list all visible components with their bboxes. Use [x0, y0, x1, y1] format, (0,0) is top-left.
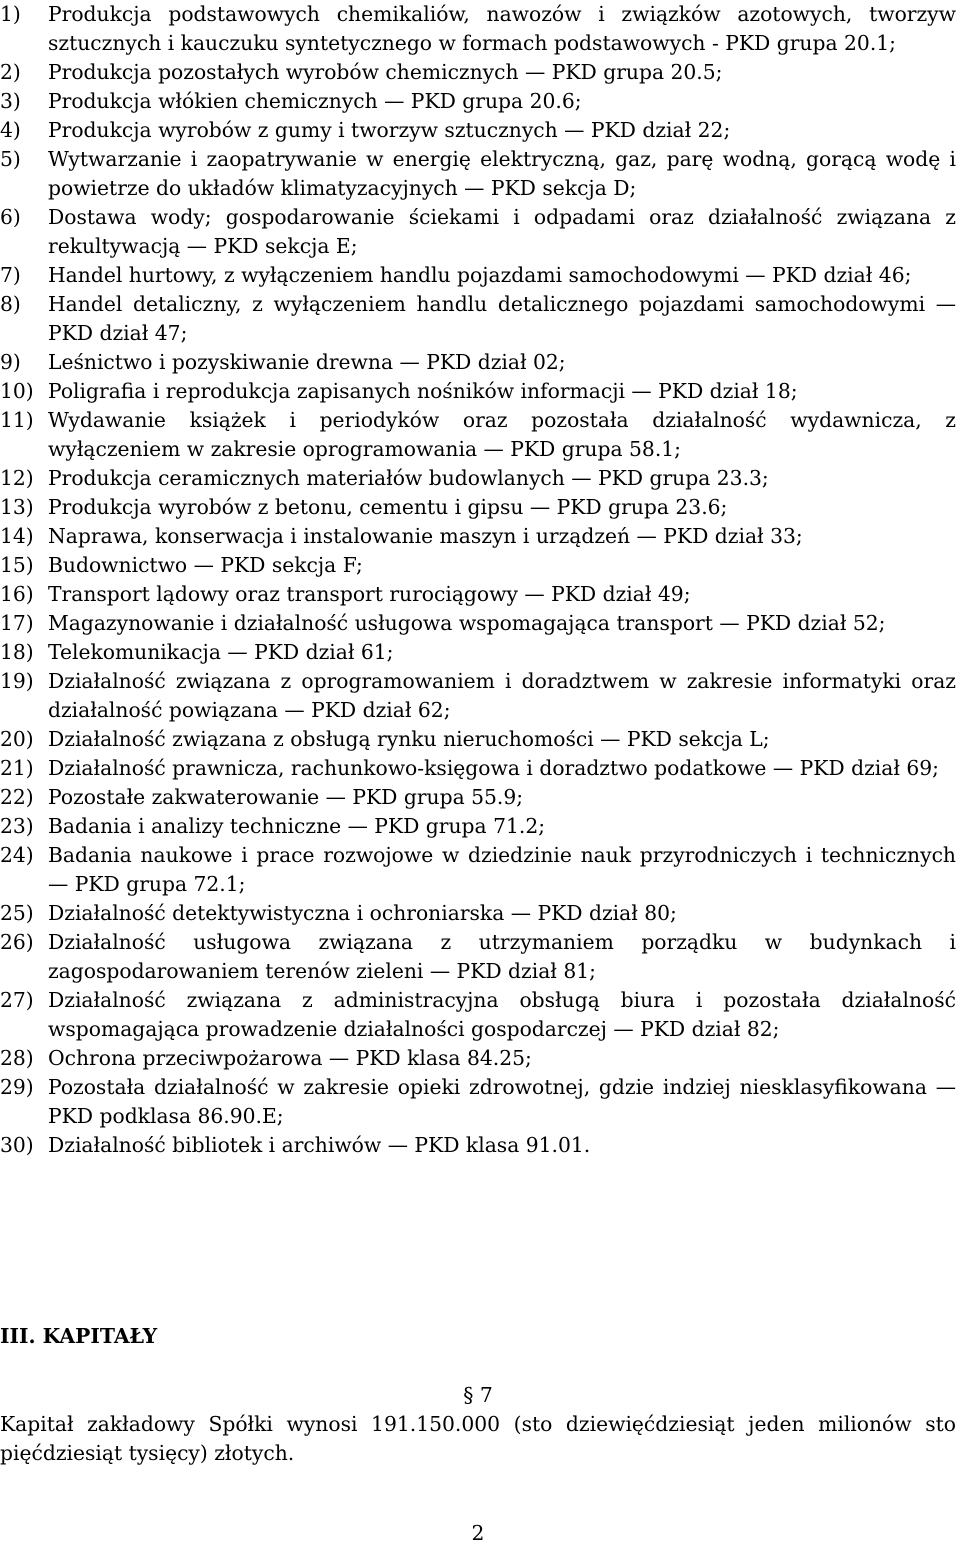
list-item-text: Dostawa wody; gospodarowanie ściekami i odpadami oraz działalność związana z rekultywacją — PKD sekcja E; — [48, 205, 956, 258]
list-item-number: 11) — [0, 408, 34, 432]
list-item-text: Działalność związana z oprogramowaniem i doradztwem w zakresie informatyki oraz działalność powiązana — PKD dział 62; — [48, 669, 956, 722]
list-item-text: Badania naukowe i prace rozwojowe w dziedzinie nauk przyrodniczych i technicznych — PKD grupa 72.1; — [48, 843, 956, 896]
list-item — [0, 1073, 956, 1131]
list-item-text: Pozostałe zakwaterowanie — PKD grupa 55.9; — [48, 785, 524, 809]
list-item-text: Wydawanie książek i periodyków oraz pozostała działalność wydawnicza, z wyłączeniem w zakresie oprogramowania — PKD grupa 58.1; — [48, 408, 956, 461]
list-item-text: Handel hurtowy, z wyłączeniem handlu pojazdami samochodowymi — PKD dział 46; — [48, 263, 912, 287]
list-item — [0, 1044, 956, 1073]
list-item — [0, 261, 956, 290]
list-item — [0, 522, 956, 551]
list-item-text: Działalność związana z administracyjna obsługą biura i pozostała działalność wspomagająca prowadzenie działalności gospodarczej — PKD dział 82; — [48, 988, 956, 1041]
list-item-number: 8) — [0, 292, 21, 316]
list-item-number: 18) — [0, 640, 34, 664]
list-item-number: 2) — [0, 60, 21, 84]
list-item-text: Telekomunikacja — PKD dział 61; — [48, 640, 394, 664]
capital-paragraph: Kapitał zakładowy Spółki wynosi 191.150.000 (sto dziewięćdziesiąt jeden milionów sto pięćdziesiąt tysięcy) złotych. — [0, 1412, 956, 1465]
list-item-number: 21) — [0, 756, 34, 780]
list-item — [0, 667, 956, 725]
list-item — [0, 841, 956, 899]
list-item-number: 13) — [0, 495, 34, 519]
list-item-number: 14) — [0, 524, 34, 548]
list-item-number: 6) — [0, 205, 21, 229]
list-item-text: Produkcja ceramicznych materiałów budowlanych — PKD grupa 23.3; — [48, 466, 769, 490]
list-item — [0, 551, 956, 580]
list-item — [0, 116, 956, 145]
list-item-text: Działalność detektywistyczna i ochroniarska — PKD dział 80; — [48, 901, 677, 925]
list-item-text: Wytwarzanie i zaopatrywanie w energię elektryczną, gaz, parę wodną, gorącą wodę i powietrze do układów klimatyzacyjnych — PKD sekcja D; — [48, 147, 956, 200]
list-item-text: Produkcja wyrobów z betonu, cementu i gipsu — PKD grupa 23.6; — [48, 495, 728, 519]
list-item-number: 27) — [0, 988, 34, 1012]
list-item-number: 16) — [0, 582, 34, 606]
list-item-text: Działalność bibliotek i archiwów — PKD klasa 91.01. — [48, 1133, 591, 1157]
list-item-number: 30) — [0, 1133, 34, 1157]
list-item-number: 12) — [0, 466, 34, 490]
list-item — [0, 783, 956, 812]
list-item-text: Ochrona przeciwpożarowa — PKD klasa 84.25; — [48, 1046, 532, 1070]
list-item — [0, 638, 956, 667]
list-item-number: 24) — [0, 843, 34, 867]
list-item-number: 22) — [0, 785, 34, 809]
list-item — [0, 145, 956, 203]
list-item — [0, 986, 956, 1044]
list-item-text: Działalność związana z obsługą rynku nieruchomości — PKD sekcja L; — [48, 727, 770, 751]
list-item-number: 26) — [0, 930, 34, 954]
list-item-text: Produkcja włókien chemicznych — PKD grupa 20.6; — [48, 89, 582, 113]
section-heading: III. KAPITAŁY — [0, 1324, 158, 1348]
list-item-text: Działalność prawnicza, rachunkowo-księgowa i doradztwo podatkowe — PKD dział 69; — [48, 756, 940, 780]
list-item-text: Badania i analizy techniczne — PKD grupa 71.2; — [48, 814, 546, 838]
list-item-number: 9) — [0, 350, 21, 374]
list-item — [0, 609, 956, 638]
list-item — [0, 406, 956, 464]
list-item-text: Pozostała działalność w zakresie opieki zdrowotnej, gdzie indziej niesklasyfikowana — PKD podklasa 86.90.E; — [48, 1075, 956, 1128]
list-item-text: Budownictwo — PKD sekcja F; — [48, 553, 363, 577]
list-item — [0, 812, 956, 841]
list-item-text: Magazynowanie i działalność usługowa wspomagająca transport — PKD dział 52; — [48, 611, 886, 635]
list-item-number: 20) — [0, 727, 34, 751]
list-item-number: 28) — [0, 1046, 34, 1070]
list-item — [0, 464, 956, 493]
list-item — [0, 754, 956, 783]
list-item-number: 19) — [0, 669, 34, 693]
list-item-text: Działalność usługowa związana z utrzymaniem porządku w budynkach i zagospodarowaniem terenów zieleni — PKD dział 81; — [48, 930, 956, 983]
list-item-number: 5) — [0, 147, 21, 171]
list-item-text: Produkcja podstawowych chemikaliów, nawozów i związków azotowych, tworzyw sztucznych i kauczuku syntetycznego w formach podstawowych - PKD grupa 20.1; — [48, 2, 956, 55]
page-number: 2 — [471, 1521, 485, 1545]
list-item — [0, 899, 956, 928]
list-item — [0, 377, 956, 406]
list-item-number: 4) — [0, 118, 21, 142]
list-item-number: 15) — [0, 553, 34, 577]
list-item — [0, 348, 956, 377]
list-item-text: Produkcja pozostałych wyrobów chemicznych — PKD grupa 20.5; — [48, 60, 723, 84]
list-item-number: 25) — [0, 901, 34, 925]
list-item-text: Produkcja wyrobów z gumy i tworzyw sztucznych — PKD dział 22; — [48, 118, 731, 142]
list-item — [0, 87, 956, 116]
list-item-text: Naprawa, konserwacja i instalowanie maszyn i urządzeń — PKD dział 33; — [48, 524, 803, 548]
list-item-number: 17) — [0, 611, 34, 635]
list-item-number: 29) — [0, 1075, 34, 1099]
list-item-number: 7) — [0, 263, 21, 287]
list-item — [0, 203, 956, 261]
paragraph-mark: § 7 — [463, 1383, 493, 1407]
list-item-text: Handel detaliczny, z wyłączeniem handlu detalicznego pojazdami samochodowymi — PKD dział 47; — [48, 292, 956, 345]
list-item — [0, 725, 956, 754]
list-item — [0, 58, 956, 87]
list-item-number: 1) — [0, 2, 21, 26]
list-item — [0, 0, 956, 58]
list-item — [0, 493, 956, 522]
list-item — [0, 580, 956, 609]
list-item — [0, 290, 956, 348]
list-item-number: 10) — [0, 379, 34, 403]
list-item-text: Poligrafia i reprodukcja zapisanych nośników informacji — PKD dział 18; — [48, 379, 798, 403]
list-item-text: Leśnictwo i pozyskiwanie drewna — PKD dział 02; — [48, 350, 566, 374]
list-item — [0, 1131, 956, 1160]
list-item-number: 23) — [0, 814, 34, 838]
list-item-number: 3) — [0, 89, 21, 113]
list-item — [0, 928, 956, 986]
list-item-text: Transport lądowy oraz transport rurociągowy — PKD dział 49; — [48, 582, 691, 606]
